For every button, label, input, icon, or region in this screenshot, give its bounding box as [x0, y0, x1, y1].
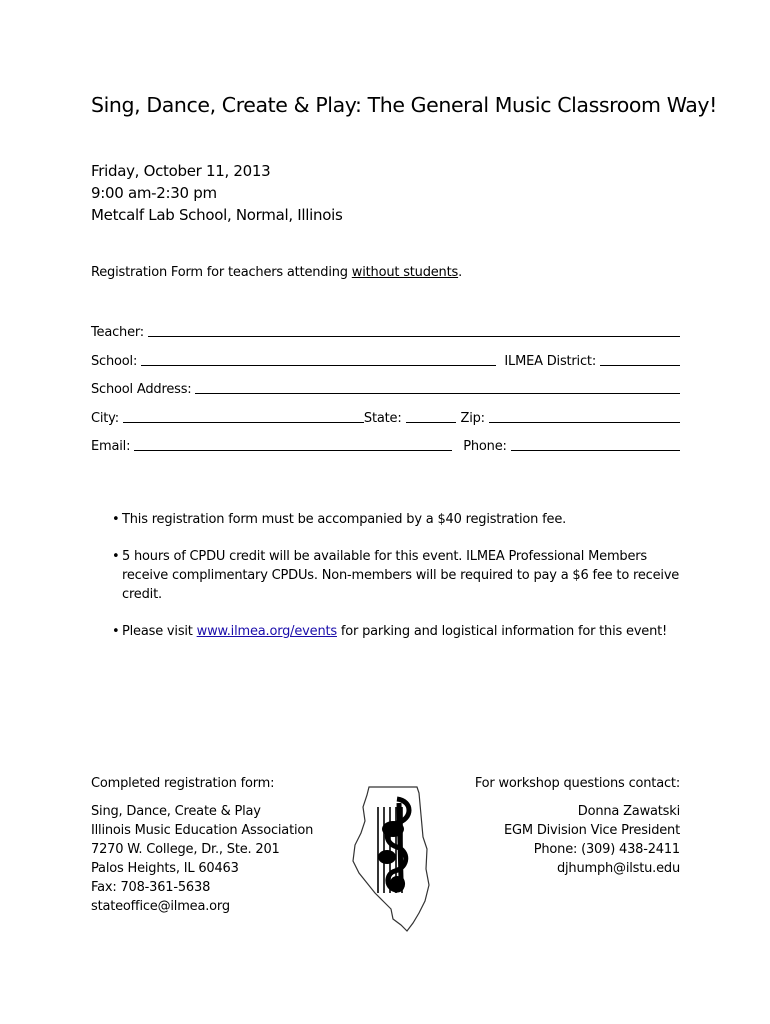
zip-field[interactable]: [489, 408, 680, 423]
district-field[interactable]: [600, 351, 680, 366]
bullet-cpdu-line3: credit.: [122, 587, 162, 602]
teacher-label: Teacher:: [91, 325, 144, 340]
address-row: [91, 377, 680, 397]
email-row: [91, 434, 680, 454]
mail-to-block: [91, 774, 313, 916]
bullet-cpdu-line2: receive complimentary CPDUs. Non-members will be required to pay a $6 fee to receive: [122, 568, 680, 583]
address-label: School Address:: [91, 382, 192, 397]
event-time: 9:00 am-2:30 pm: [91, 184, 217, 202]
event-date: Friday, October 11, 2013: [91, 162, 271, 180]
event-location: Metcalf Lab School, Normal, Illinois: [91, 206, 343, 224]
intro-prefix: Registration Form for teachers attending: [91, 265, 352, 280]
state-field[interactable]: [406, 408, 456, 423]
events-link[interactable]: www.ilmea.org/events: [196, 624, 337, 639]
contact-phone: Phone: (309) 438-2411: [533, 842, 680, 857]
bullet-dot-icon: •: [112, 624, 120, 639]
email-label: Email:: [91, 439, 131, 454]
phone-label: Phone:: [463, 439, 507, 454]
bullet-visit: [112, 622, 682, 641]
contact-heading: For workshop questions contact:: [474, 776, 680, 791]
district-label: ILMEA District:: [504, 354, 596, 369]
teacher-field[interactable]: [148, 322, 680, 337]
intro-underlined: without students: [351, 265, 459, 280]
mail-to-line: Palos Heights, IL 60463: [91, 861, 239, 876]
address-field[interactable]: [195, 379, 680, 394]
state-label: State:: [363, 411, 402, 426]
school-row: [91, 349, 680, 369]
school-label: School:: [91, 354, 138, 369]
mail-to-line: Illinois Music Education Association: [91, 823, 314, 838]
city-label: City:: [91, 411, 119, 426]
bullet-cpdu-line1: 5 hours of CPDU credit will be available for this event. ILMEA Professional Members: [122, 549, 648, 564]
mail-to-heading: Completed registration form:: [91, 776, 275, 791]
bullet-fee: [112, 510, 682, 529]
bullet-cpdu: [112, 547, 682, 604]
phone-field[interactable]: [511, 436, 680, 451]
contact-name: Donna Zawatski: [577, 804, 680, 819]
event-info: [91, 160, 342, 226]
illinois-music-logo-icon: [347, 785, 443, 933]
bullet-visit-suffix: for parking and logistical information for this event!: [336, 624, 668, 639]
school-field[interactable]: [141, 351, 496, 366]
bullet-dot-icon: •: [112, 549, 120, 564]
contact-email: djhumph@ilstu.edu: [556, 861, 680, 876]
city-row: [91, 406, 680, 426]
bullet-cpdu-text: [122, 547, 679, 604]
intro-text: [91, 265, 462, 280]
page-title: Sing, Dance, Create & Play: The General Music Classroom Way!: [91, 93, 717, 117]
bullet-dot-icon: •: [112, 512, 120, 527]
zip-label: Zip:: [460, 411, 485, 426]
bullet-visit-text: [122, 622, 667, 641]
mail-to-line: stateoffice@ilmea.org: [91, 899, 230, 914]
info-bullets: [112, 510, 682, 659]
teacher-row: [91, 320, 680, 340]
bullet-fee-text: This registration form must be accompanied by a $40 registration fee.: [122, 512, 567, 527]
intro-suffix: .: [458, 265, 463, 280]
bullet-visit-prefix: Please visit: [122, 624, 197, 639]
mail-to-line: Fax: 708-361-5638: [91, 880, 211, 895]
email-field[interactable]: [134, 436, 452, 451]
contact-role: EGM Division Vice President: [503, 823, 680, 838]
mail-to-line: 7270 W. College, Dr., Ste. 201: [91, 842, 280, 857]
city-field[interactable]: [123, 408, 364, 423]
mail-to-line: Sing, Dance, Create & Play: [91, 804, 261, 819]
contact-block: [475, 774, 680, 878]
